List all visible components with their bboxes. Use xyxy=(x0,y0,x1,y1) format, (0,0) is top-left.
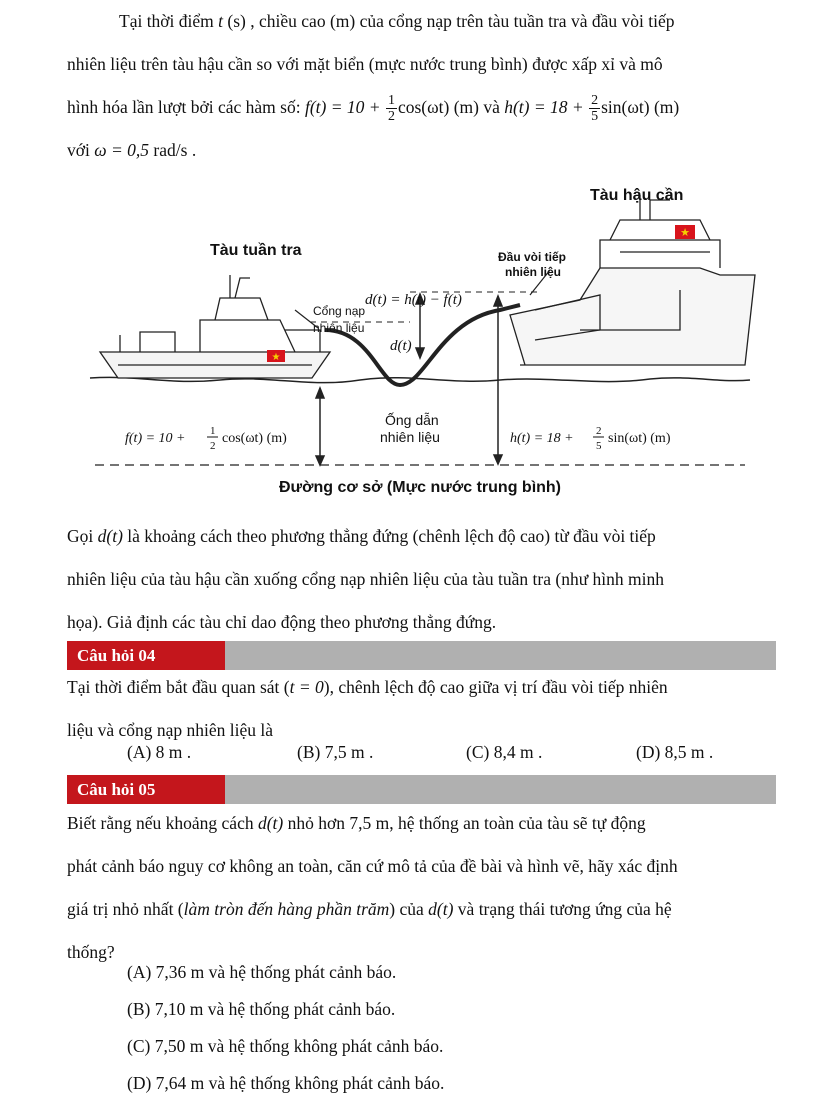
ship-refuel-figure xyxy=(80,180,760,510)
supply-ship xyxy=(510,195,755,365)
var-t0: t = 0 xyxy=(289,677,324,697)
intro-text: hình hóa lần lượt bởi các hàm số: xyxy=(67,97,305,117)
label-h-num: 2 xyxy=(596,425,602,437)
var-d: d(t) xyxy=(257,813,284,833)
var-d: d(t) xyxy=(428,899,454,919)
q4-line-1 xyxy=(67,666,785,709)
q5-option-d[interactable]: (D) 7,64 m và hệ thống không phát cảnh báo. xyxy=(127,1073,445,1093)
q4-option-c[interactable]: (C) 8,4 m . xyxy=(466,742,543,762)
label-d-definition: d(t) = h(t) − f(t) xyxy=(365,292,462,308)
question-04-body xyxy=(67,666,785,752)
label-hose-1: Ống dẫn xyxy=(385,412,439,428)
supply-flag-star: ★ xyxy=(680,227,690,239)
label-nozzle-1: Đầu vòi tiếp xyxy=(498,250,567,264)
intro-text: Tại thời điểm xyxy=(119,11,219,31)
label-baseline: Đường cơ sở (Mực nước trung bình) xyxy=(278,479,562,496)
desc-text: Gọi xyxy=(67,526,98,546)
q4-text: Tại thời điểm bắt đầu quan sát ( xyxy=(67,677,290,697)
label-patrol-ship: Tàu tuần tra xyxy=(210,242,302,259)
q5-text: nhỏ hơn 7,5 m, hệ thống an toàn của tàu sẽ tự động xyxy=(283,813,646,833)
label-h-formula: h(t) = 18 + xyxy=(510,431,574,446)
q4-option-a[interactable]: (A) 8 m . xyxy=(127,742,192,762)
formula-h: h(t) = 18 + xyxy=(504,97,589,117)
f-arrow xyxy=(316,388,324,465)
intro-paragraph xyxy=(67,0,785,172)
q5-option-b[interactable]: (B) 7,10 m và hệ thống phát cảnh báo. xyxy=(127,999,396,1019)
q5-text: giá trị nhỏ nhất ( xyxy=(67,899,184,919)
q5-line-1 xyxy=(67,802,785,845)
label-port-2: nhiên liệu xyxy=(313,321,365,335)
intro-line-4 xyxy=(67,129,785,172)
description-paragraph xyxy=(67,515,785,644)
label-dt: d(t) xyxy=(390,338,412,354)
q5-text: Biết rằng nếu khoảng cách xyxy=(67,813,258,833)
label-f-tail: cos(ωt) (m) xyxy=(222,431,287,446)
label-hose-2: nhiên liệu xyxy=(380,429,440,445)
desc-text: là khoảng cách theo phương thẳng đứng (chênh lệch độ cao) từ đầu vòi tiếp xyxy=(122,526,656,546)
question-05-title: Câu hỏi 05 xyxy=(67,775,225,804)
q5-line-3 xyxy=(67,888,785,931)
intro-line-3 xyxy=(67,86,785,129)
intro-text: (s) , chiều cao (m) của cổng nạp trên tàu tuần tra và đầu vòi tiếp xyxy=(223,11,675,31)
q5-text: ) của xyxy=(389,899,429,919)
patrol-boat xyxy=(100,275,330,378)
var-t: t xyxy=(218,11,224,31)
label-nozzle-2: nhiên liệu xyxy=(505,265,562,279)
label-f-num: 1 xyxy=(210,425,216,437)
formula-h-sin: sin(ωt) (m) xyxy=(601,97,680,117)
omega-value: ω = 0,5 xyxy=(94,140,150,160)
label-h-tail: sin(ωt) (m) xyxy=(608,431,671,446)
fraction-half: $\frac{1}{2}$ xyxy=(387,93,395,125)
desc-line-2: nhiên liệu của tàu hậu cần xuống cổng nạp nhiên liệu của tàu tuần tra (như hình minh xyxy=(67,569,665,589)
question-05-header xyxy=(67,775,776,804)
q4-option-d[interactable]: (D) 8,5 m . xyxy=(636,742,714,762)
label-f-den: 2 xyxy=(210,440,216,452)
patrol-flag-star: ★ xyxy=(271,352,281,363)
fraction-two-fifths: $\frac{2}{5}$ xyxy=(591,93,599,125)
q4-option-b[interactable]: (B) 7,5 m . xyxy=(297,742,374,762)
q5-text: và trạng thái tương ứng của hệ xyxy=(453,899,672,919)
intro-text: rad/s . xyxy=(149,140,197,160)
desc-line-1 xyxy=(67,515,785,558)
q5-option-a[interactable]: (A) 7,36 m và hệ thống phát cảnh báo. xyxy=(127,962,397,982)
q5-line-2: phát cảnh báo nguy cơ không an toàn, căn cứ mô tả của đề bài và hình vẽ, hãy xác định xyxy=(67,856,678,876)
intro-line-2: nhiên liệu trên tàu hậu cần so với mặt biển (mực nước trung bình) được xấp xỉ và mô xyxy=(67,54,663,74)
q4-text: ), chênh lệch độ cao giữa vị trí đầu vòi tiếp nhiên xyxy=(323,677,668,697)
intro-line-1 xyxy=(67,0,785,43)
var-d: d(t) xyxy=(97,526,123,546)
intro-text: với xyxy=(67,140,95,160)
formula-f: f(t) = 10 + xyxy=(304,97,385,117)
question-05-body xyxy=(67,802,785,974)
label-f-formula: f(t) = 10 + xyxy=(125,431,186,446)
q5-italic-note: làm tròn đến hàng phần trăm xyxy=(183,899,390,919)
formula-f-cos: cos(ωt) (m) và xyxy=(397,97,505,117)
label-port-1: Cổng nạp xyxy=(313,304,366,318)
question-04-title: Câu hỏi 04 xyxy=(67,641,225,670)
label-h-den: 5 xyxy=(596,440,602,452)
desc-line-3: họa). Giả định các tàu chỉ dao động theo phương thẳng đứng. xyxy=(67,612,497,632)
q4-line-2: liệu và cổng nạp nhiên liệu là xyxy=(67,720,274,740)
label-supply-ship: Tàu hậu cần xyxy=(590,187,684,204)
q5-option-c[interactable]: (C) 7,50 m và hệ thống không phát cảnh báo. xyxy=(127,1036,444,1056)
q5-line-4: thống? xyxy=(67,942,115,962)
